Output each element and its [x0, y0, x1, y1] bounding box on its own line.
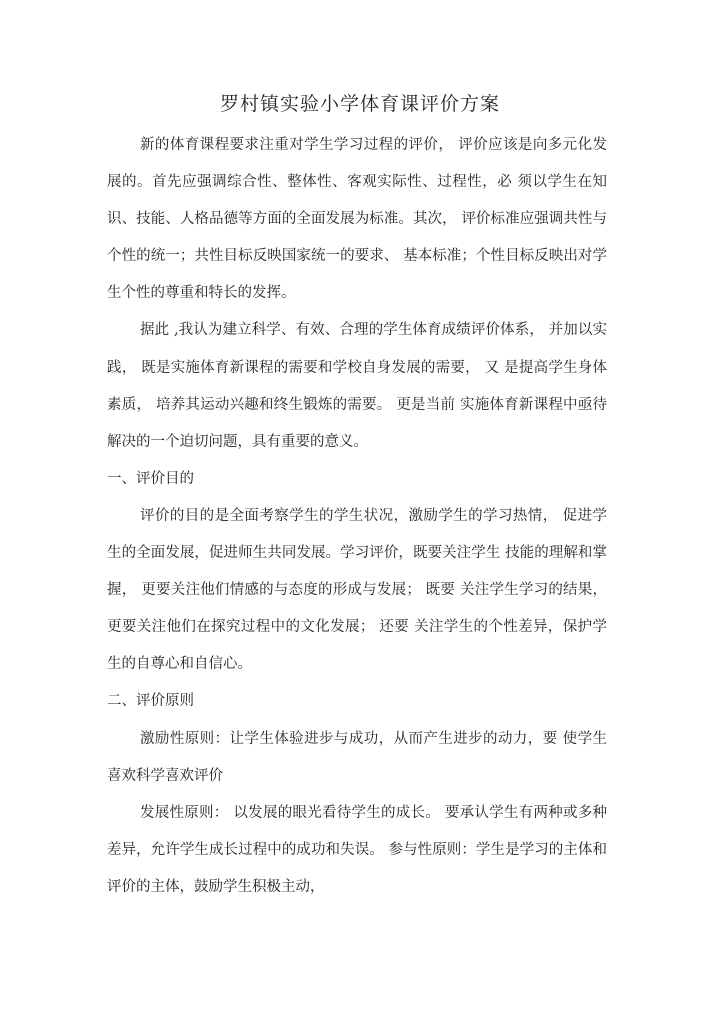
section-heading-purpose: 一、评价目的	[107, 470, 194, 487]
document-title: 罗村镇实验小学体育课评价方案	[219, 93, 500, 115]
paragraph-intro: 新的体育课程要求注重对学生学习过程的评价， 评价应该是向多元化发展的。首先应强调综合性、整体性、客观实际性、过程性，必 须以学生在知识、技能、人格品德等方面的全面发展为标准。其次， 评价标准应强调共性与个性的统一；共性目标反映国家统一的要求、 基本标准；个性目标反映出对学生个性的尊重和特长的发挥。	[107, 137, 607, 302]
paragraph-incentive-principle: 激励性原则：让学生体验进步与成功，从而产生进步的动力，要 使学生喜欢科学喜欢评价	[107, 730, 607, 784]
document-body	[107, 127, 607, 906]
paragraph-purpose: 评价的目的是全面考察学生的学生状况，激励学生的学习热情， 促进学生的全面发展，促进师生共同发展。学习评价，既要关注学生 技能的理解和掌握， 更要关注他们情感的与态度的形成与发展； 既要 关注学生学习的结果， 更要关注他们在探究过程中的文化发展； 还要 关注学生的个性差异，保护学生的自尊心和自信心。	[107, 507, 607, 673]
paragraph-rationale: 据此 ,我认为建立科学、有效、合理的学生体育成绩评价体系， 并加以实践， 既是实施体育新课程的需要和学校自身发展的需要， 又 是提高学生身体素质， 培养其运动兴趣和终生锻炼的需要。 更是当前 实施体育新课程中亟待解决的一个迫切问题，具有重要的意义。	[107, 322, 607, 450]
section-heading-principles: 二、评价原则	[107, 693, 194, 710]
paragraph-development-principle: 发展性原则： 以发展的眼光看待学生的成长。 要承认学生有两种或多种差异，允许学生成长过程中的成功和失误。 参与性原则：学生是学习的主体和评价的主体，鼓励学生积极主动，	[107, 804, 607, 895]
